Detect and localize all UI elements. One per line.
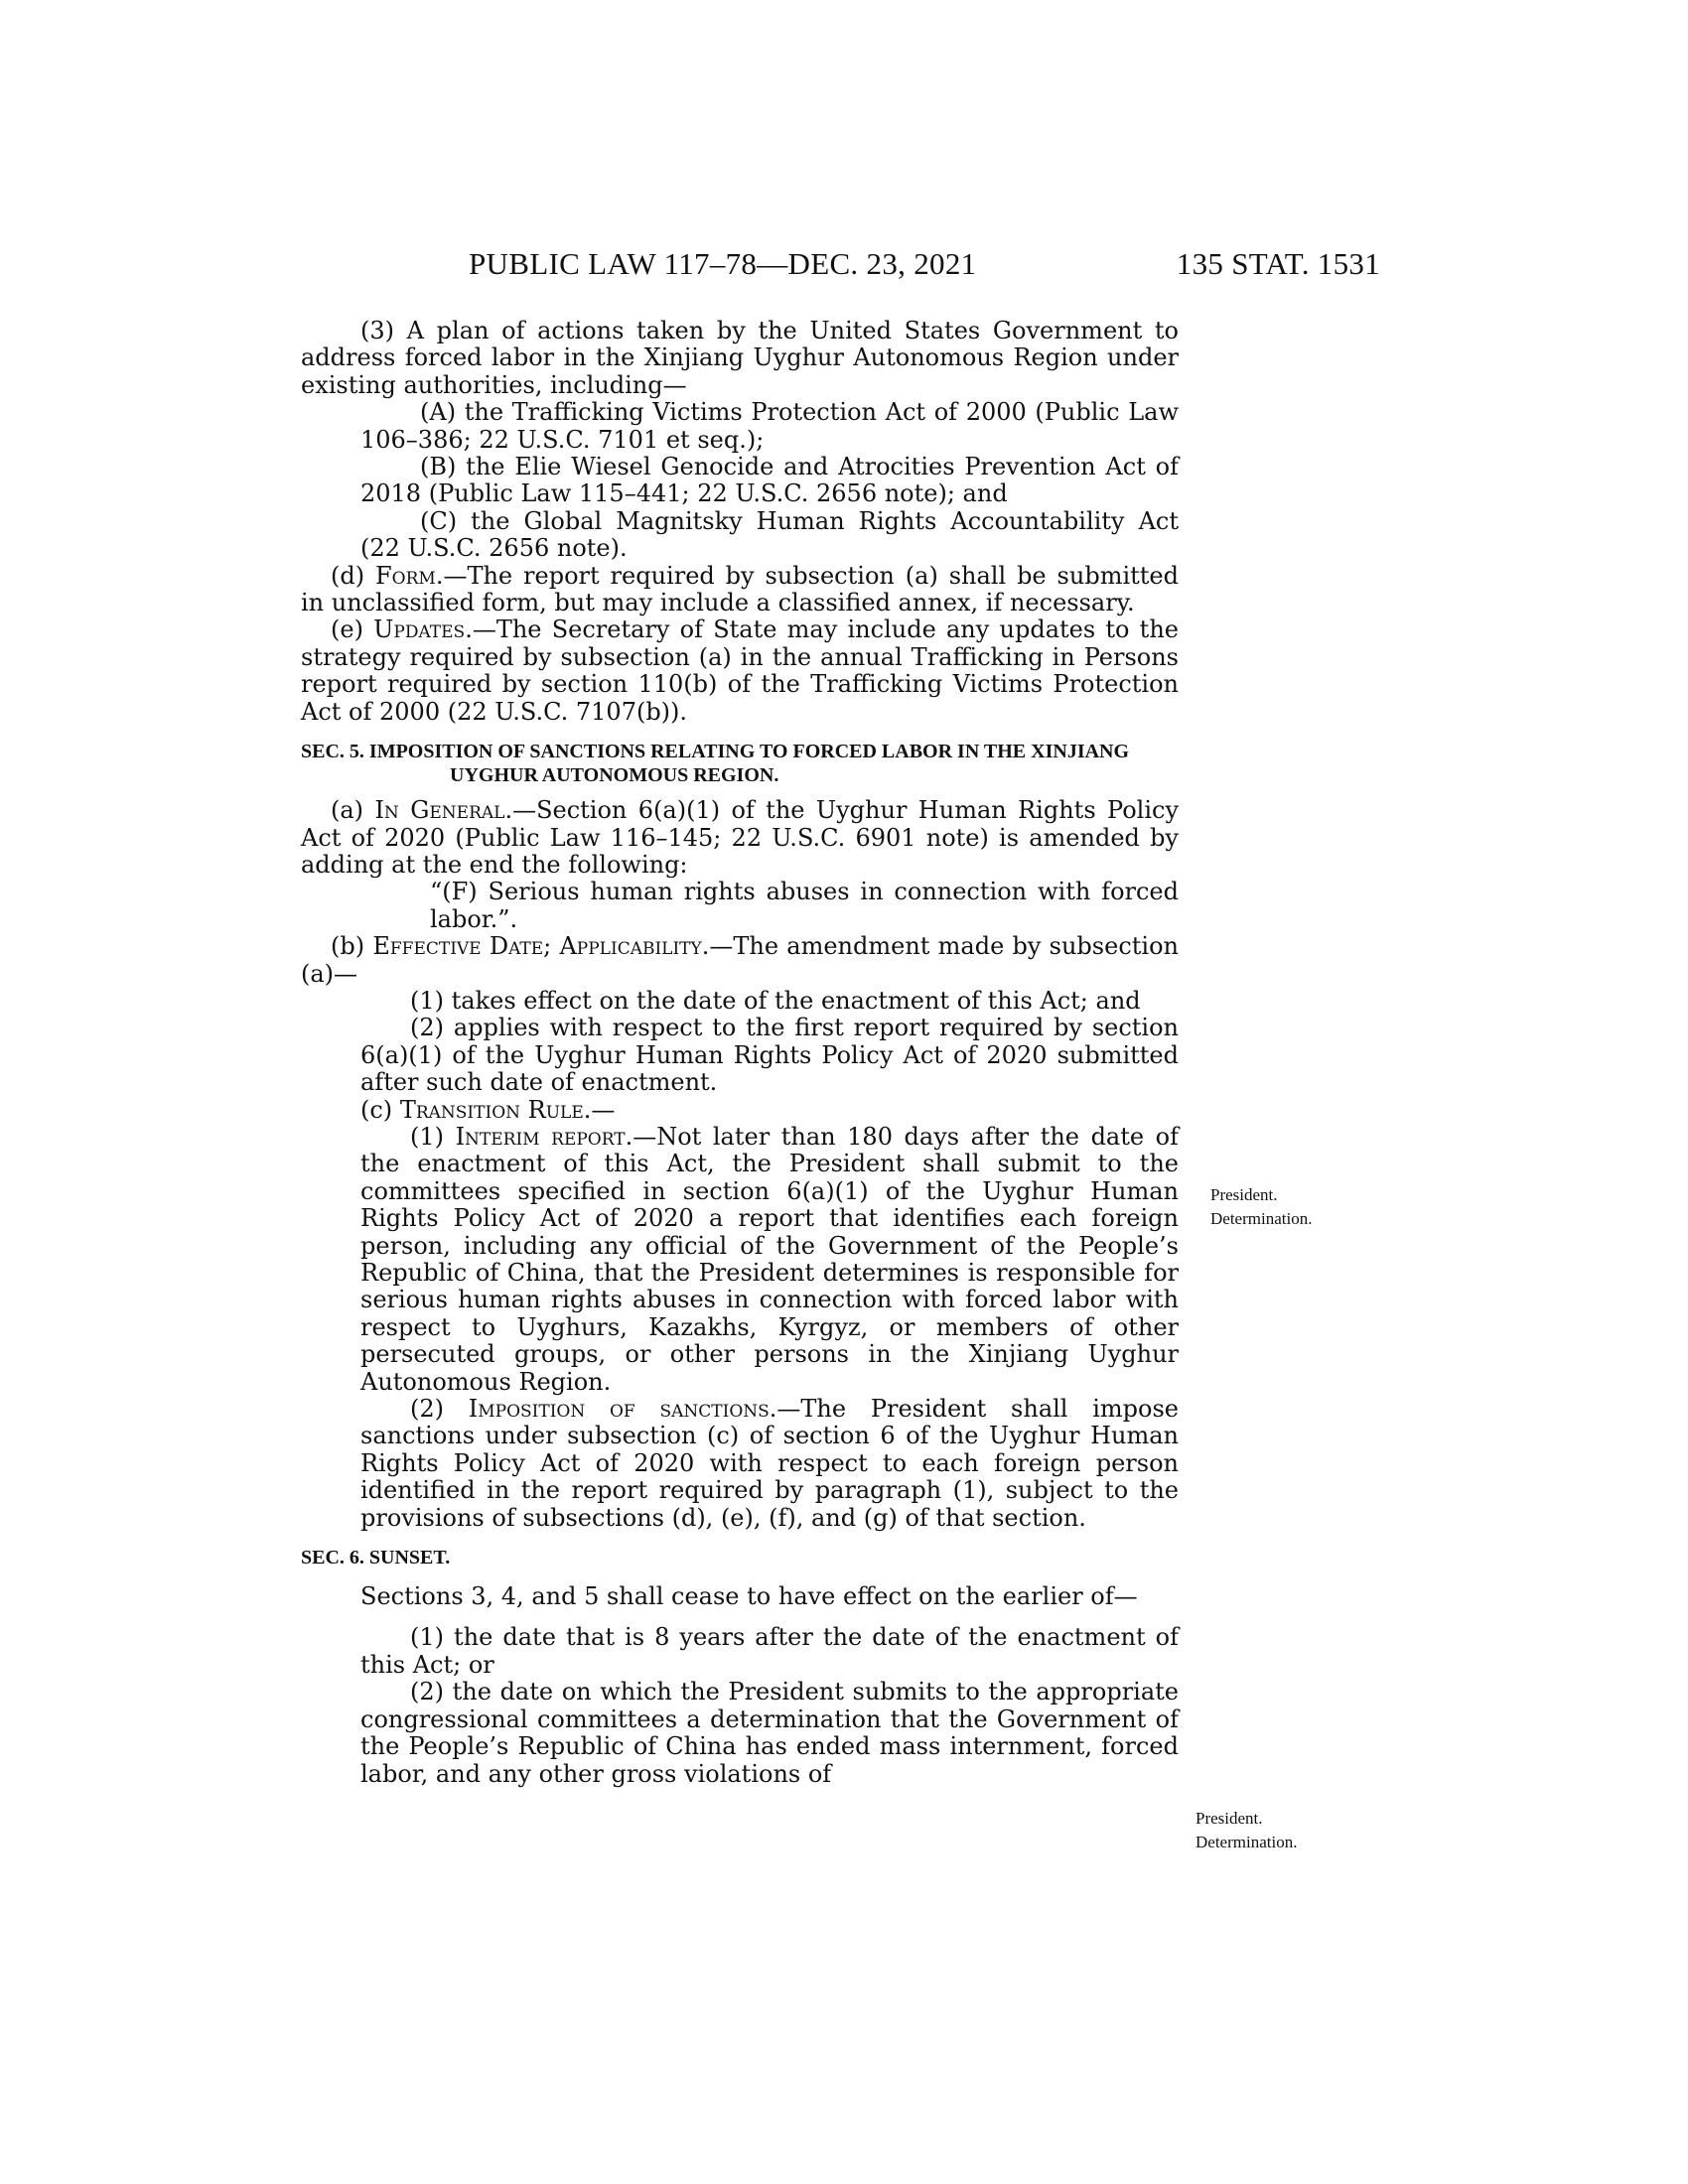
- paragraph-3: (3) A plan of actions taken by the United States Government to address forced labor in the Xinjiang Uyghur Autonomous Region under existing authorities, including—: [301, 317, 1179, 399]
- paragraph-c1-heading: Interim report: [455, 1122, 626, 1151]
- margin-note-1-line-2: Determination.: [1210, 1209, 1313, 1228]
- section-6-paragraph-2: (2) the date on which the President submits to the appropriate congressional committees a determination that the Government of the People’s Republic of China has ended mass internment, forced labor, and any other gross violations of: [360, 1678, 1179, 1788]
- subsection-c-text: .—: [583, 1095, 616, 1124]
- margin-note-1: [1210, 1183, 1312, 1231]
- section-5-heading: [301, 740, 1179, 787]
- section-6-heading: [301, 1546, 1179, 1570]
- paragraph-b1: (1) takes effect on the date of the enactment of this Act; and: [410, 986, 1141, 1015]
- subsection-b-text: .—The amendment made by subsection (a)—: [301, 932, 1179, 988]
- subsection-e-label: (e): [331, 615, 363, 644]
- subsection-e: [301, 616, 1179, 726]
- margin-note-2-line-2: Determination.: [1196, 1833, 1298, 1851]
- margin-note-2: [1196, 1807, 1297, 1854]
- header-stat-page: 135 STAT. 1531: [1176, 246, 1380, 281]
- section-6-paragraph-1: (1) the date that is 8 years after the date of the enactment of this Act; or: [360, 1623, 1179, 1679]
- subsection-c-label: (c): [360, 1095, 393, 1124]
- subsection-a-label: (a): [331, 796, 364, 825]
- subparagraph-c: (C) the Global Magnitsky Human Rights Accountability Act (22 U.S.C. 2656 note).: [360, 506, 1179, 563]
- page-header: [298, 246, 1380, 286]
- subsection-c-heading: Transition Rule: [399, 1095, 584, 1124]
- paragraph-c1-label: (1): [410, 1122, 444, 1151]
- document-body: [301, 318, 1179, 1788]
- paragraph-c1: [301, 1124, 1179, 1396]
- paragraph-b2: (2) applies with respect to the first report required by section 6(a)(1) of the Uyghur Human Rights Policy Act of 2020 submitted after such date of enactment.: [360, 1014, 1179, 1097]
- paragraph-c2-label: (2): [410, 1395, 444, 1424]
- subsection-a: [301, 797, 1179, 879]
- section-5-number: SEC. 5.: [301, 741, 364, 763]
- paragraph-c2-text: .—The President shall impose sanctions under subsection (c) of section 6 of the Uyghur Human Rights Policy Act of 2020 with respect to each foreign person identified in the report required by paragraph (1), subject to the provisions of subsections (d), (e), (f), and (g) of that section.: [360, 1395, 1179, 1532]
- quoted-clause-f: “(F) Serious human rights abuses in connection with forced labor.”.: [430, 878, 1179, 933]
- subsection-d-heading: Form: [375, 561, 436, 590]
- section-6-intro: Sections 3, 4, and 5 shall cease to have effect on the earlier of—: [360, 1582, 1138, 1611]
- margin-note-2-line-1: President.: [1196, 1809, 1263, 1828]
- subsection-b: [301, 933, 1179, 988]
- section-5-title: IMPOSITION OF SANCTIONS RELATING TO FORCED LABOR IN THE XINJIANG UYGHUR AUTONOMOUS REGION.: [368, 741, 1130, 787]
- subsection-b-label: (b): [331, 932, 365, 961]
- section-6-title: SUNSET.: [368, 1547, 451, 1570]
- section-6-number: SEC. 6.: [301, 1547, 364, 1570]
- subparagraph-b: (B) the Elie Wiesel Genocide and Atrocities Prevention Act of 2018 (Public Law 115–441; 22 U.S.C. 2656 note); and: [360, 453, 1179, 508]
- subsection-b-heading: Effective Date; Applicability: [372, 932, 702, 961]
- subsection-a-heading: In General: [374, 796, 505, 825]
- subparagraph-a: (A) the Trafficking Victims Protection Act of 2000 (Public Law 106–386; 22 U.S.C. 7101 et seq.);: [360, 398, 1179, 454]
- subsection-e-heading: Updates: [373, 615, 466, 644]
- subsection-d-text: .—The report required by subsection (a) shall be submitted in unclassified form, but may include a classified annex, if necessary.: [301, 561, 1179, 617]
- paragraph-c2: [301, 1396, 1179, 1532]
- subsection-c: [301, 1097, 1179, 1124]
- subsection-d-label: (d): [331, 561, 365, 590]
- margin-note-1-line-1: President.: [1210, 1185, 1278, 1204]
- subsection-a-text: .—Section 6(a)(1) of the Uyghur Human Rights Policy Act of 2020 (Public Law 116–145; 22 U.S.C. 6901 note) is amended by adding at the end the following:: [301, 796, 1180, 879]
- subsection-e-text: .—The Secretary of State may include any updates to the strategy required by subsection (a) in the annual Trafficking in Persons report required by section 110(b) of the Trafficking Victims Protection Act of 2000 (22 U.S.C. 7107(b)).: [301, 615, 1179, 726]
- paragraph-c1-text: .—Not later than 180 days after the date of the enactment of this Act, the President shall submit to the committees specified in section 6(a)(1) of the Uyghur Human Rights Policy Act of 2020 a report that identifies each foreign person, including any official of the Government of the People’s Republic of China, that the President determines is responsible for serious human rights abuses in connection with forced labor with respect to Uyghurs, Kazakhs, Kyrgyz, or members of other persecuted groups, or other persons in the Xinjiang Uyghur Autonomous Region.: [360, 1122, 1179, 1396]
- header-title: PUBLIC LAW 117–78—DEC. 23, 2021: [469, 246, 977, 281]
- paragraph-c2-heading: Imposition of sanctions: [468, 1395, 770, 1424]
- subsection-d: [301, 563, 1179, 617]
